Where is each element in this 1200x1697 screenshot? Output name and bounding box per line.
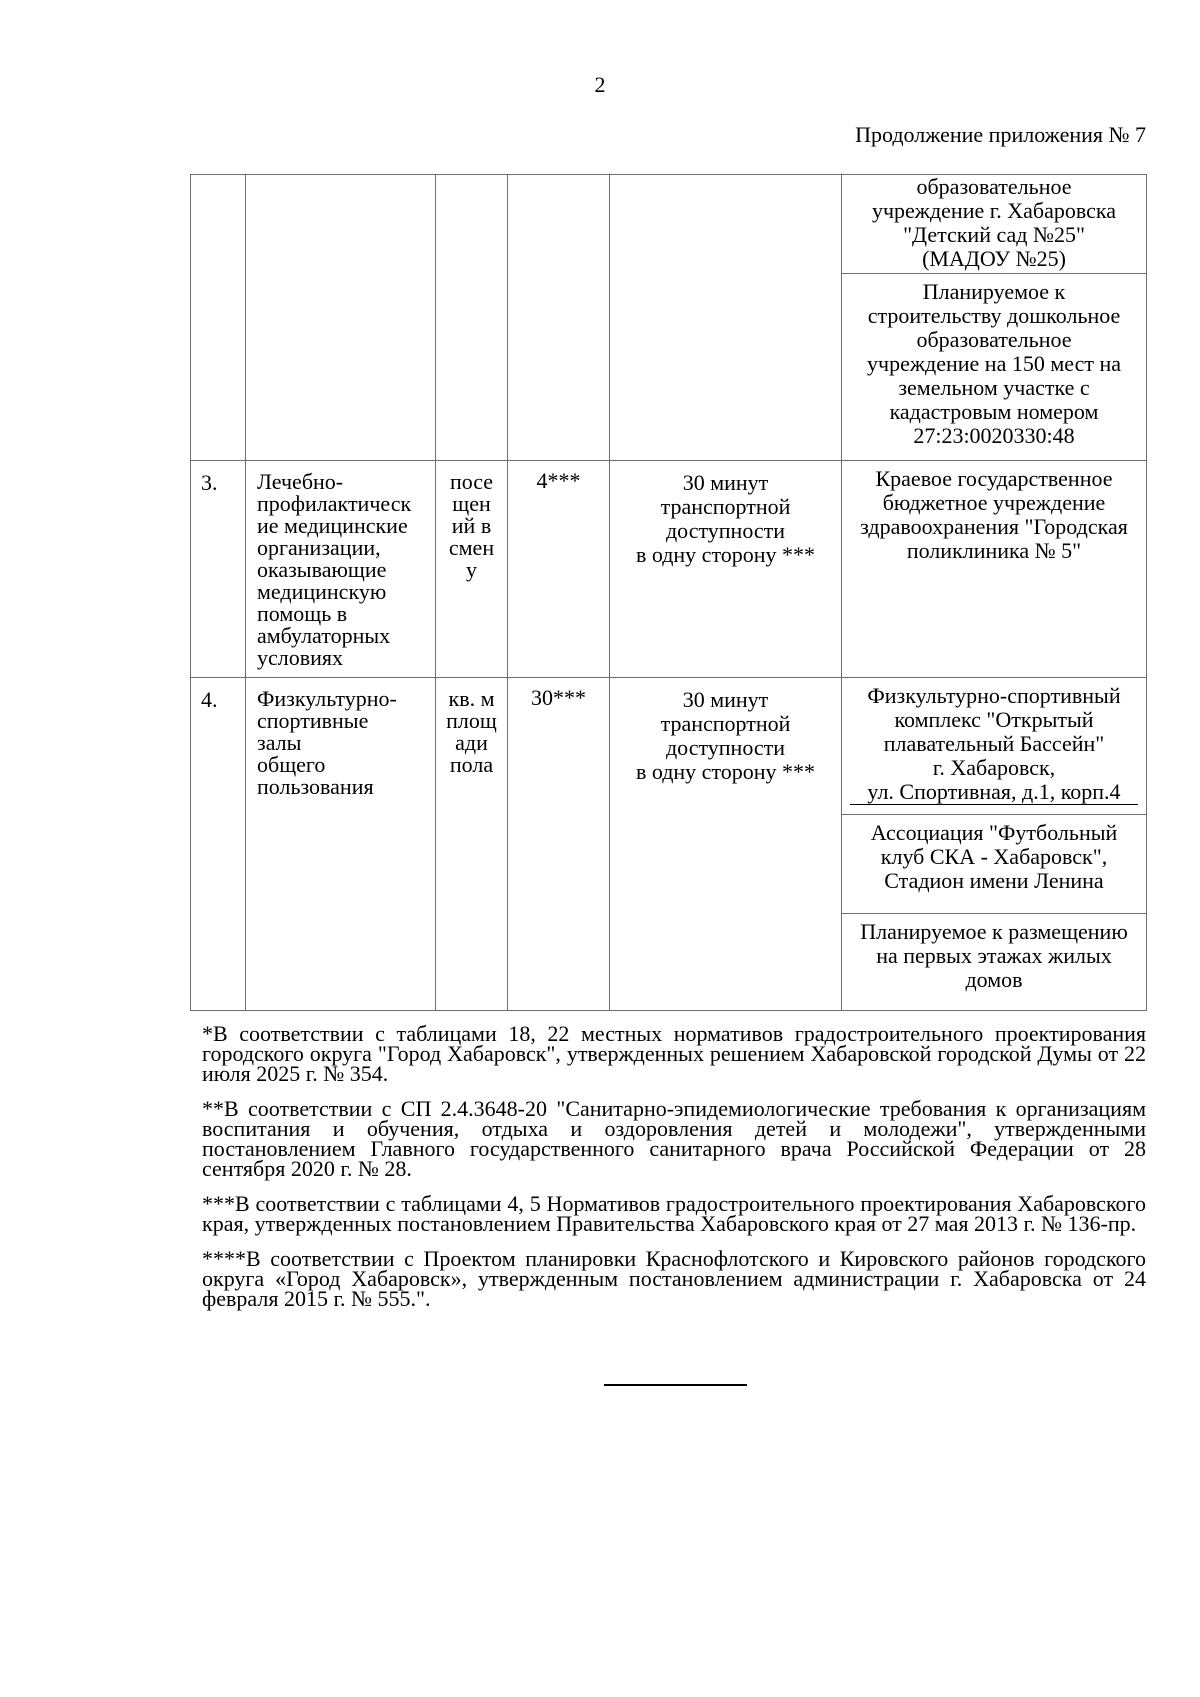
organization-cell: [842, 461, 1147, 678]
page-number: 2: [594, 72, 606, 97]
norm-value-cell: [508, 175, 610, 461]
org-line: "Детский сад №25": [903, 222, 1085, 247]
org-line: учреждение на 150 мест на: [867, 351, 1121, 376]
org-line: образовательное: [916, 174, 1072, 199]
organization-cell: [842, 274, 1147, 461]
table-row: [191, 678, 1147, 815]
unit-line: пола: [449, 752, 494, 777]
org-line: 27:23:0020330:48: [913, 423, 1075, 448]
footnote: ***В соответствии с таблицами 4, 5 Нормативов градостроительного проектирования Хабаровского края, утвержденных постановлением Правительства Хабаровского края от 27 мая 2013 г. № 136-пр.: [202, 1191, 1146, 1236]
end-of-document-rule: [604, 1384, 747, 1386]
name-line: амбулаторных: [257, 623, 391, 648]
row-number-cell: 4.: [191, 678, 246, 1011]
row-number-cell: 3.: [191, 461, 246, 678]
name-line: условиях: [257, 645, 344, 670]
unit-cell: [436, 461, 508, 678]
name-line: залы: [257, 730, 302, 755]
row-number-cell: [191, 175, 246, 461]
norm-value-cell: 4***: [508, 461, 610, 678]
name-line: оказывающие: [257, 557, 387, 582]
table-row: [191, 175, 1147, 274]
name-line: ие медицинские: [257, 513, 408, 538]
facility-type-cell: [246, 461, 436, 678]
org-line: Стадион имени Ленина: [884, 868, 1104, 893]
unit-line: щен: [452, 491, 491, 516]
access-line: доступности: [665, 518, 786, 543]
org-line: комплекс "Открытый: [894, 707, 1094, 732]
org-line: бюджетное учреждение: [882, 490, 1106, 515]
facility-type-cell: [246, 678, 436, 1011]
footnotes: [202, 1021, 1146, 1324]
org-line: г. Хабаровск,: [932, 755, 1056, 780]
access-line: транспортной: [660, 711, 791, 736]
name-line: Физкультурно-: [257, 686, 397, 711]
unit-line: площ: [446, 708, 497, 733]
org-line: (МАДОУ №25): [922, 246, 1066, 271]
name-line: пользования: [257, 774, 374, 799]
org-line: здравоохранения "Городская: [860, 514, 1128, 539]
footnote: *В соответствии с таблицами 18, 22 местных нормативов градостроительного проектирования городского округа "Город Хабаровск", утвержденных решением Хабаровской городской Думы от 22 июля 2025 г. № 354.: [202, 1021, 1146, 1086]
org-line: Физкультурно-спортивный: [867, 683, 1121, 708]
organization-cell: [842, 678, 1147, 815]
facilities-table: [190, 174, 1147, 1011]
name-line: Лечебно-: [257, 469, 344, 494]
org-line: ул. Спортивная, д.1, корп.4: [850, 780, 1138, 805]
unit-line: у: [466, 557, 477, 582]
org-line: домов: [965, 967, 1023, 992]
name-line: медицинскую: [257, 579, 387, 604]
footnote: ****В соответствии с Проектом планировки Краснофлотского и Кировского районов городского округа «Город Хабаровск», утвержденным постановлением администрации г. Хабаровска от 24 февраля 2015 г. № 555.".: [202, 1246, 1146, 1311]
access-line: 30 минут: [682, 470, 769, 495]
org-line: поликлиника № 5": [906, 538, 1082, 563]
unit-line: смен: [448, 535, 495, 560]
accessibility-cell: [610, 678, 842, 1011]
unit-line: ади: [455, 730, 488, 755]
organization-cell: [842, 815, 1147, 914]
table-row: [191, 461, 1147, 678]
name-line: спортивные: [257, 708, 369, 733]
org-line: Планируемое к размещению: [860, 919, 1128, 944]
organization-cell: [842, 914, 1147, 1011]
accessibility-cell: [610, 175, 842, 461]
name-line: организации,: [257, 535, 381, 560]
unit-cell: [436, 175, 508, 461]
unit-cell: [436, 678, 508, 1011]
facility-type-cell: [246, 175, 436, 461]
org-line: на первых этажах жилых: [876, 943, 1112, 968]
org-line: образовательное: [916, 327, 1072, 352]
norm-value-cell: 30***: [508, 678, 610, 1011]
access-line: в одну сторону ***: [635, 542, 816, 567]
org-line: Краевое государственное: [875, 466, 1113, 491]
org-line: учреждение г. Хабаровска: [871, 198, 1117, 223]
org-line: плавательный Бассейн": [883, 731, 1105, 756]
name-line: помощь в: [257, 601, 348, 626]
org-line: кадастровым номером: [889, 399, 1099, 424]
name-line: профилактическ: [257, 491, 412, 516]
unit-line: посе: [449, 469, 494, 494]
access-line: в одну сторону ***: [635, 759, 816, 784]
accessibility-cell: [610, 461, 842, 678]
access-line: доступности: [665, 735, 786, 760]
access-line: транспортной: [660, 494, 791, 519]
org-line: клуб СКА - Хабаровск",: [880, 844, 1108, 869]
unit-line: ий в: [451, 513, 492, 538]
access-line: 30 минут: [682, 687, 769, 712]
unit-line: кв. м: [448, 686, 495, 711]
org-line: Планируемое к: [922, 279, 1066, 304]
org-line: строительству дошкольное: [867, 303, 1121, 328]
org-line: земельном участке с: [898, 375, 1090, 400]
organization-cell: [842, 175, 1147, 274]
name-line: общего: [257, 752, 326, 777]
appendix-continuation-heading: Продолжение приложения № 7: [855, 122, 1146, 147]
footnote: **В соответствии с СП 2.4.3648-20 "Санитарно-эпидемиологические требования к организациям воспитания и обучения, отдыха и оздоровления детей и молодежи", утвержденными постановлением Главного государственного санитарного врача Российской Федерации от 28 сентября 2020 г. № 28.: [202, 1096, 1146, 1181]
org-line: Ассоциация "Футбольный: [870, 820, 1118, 845]
